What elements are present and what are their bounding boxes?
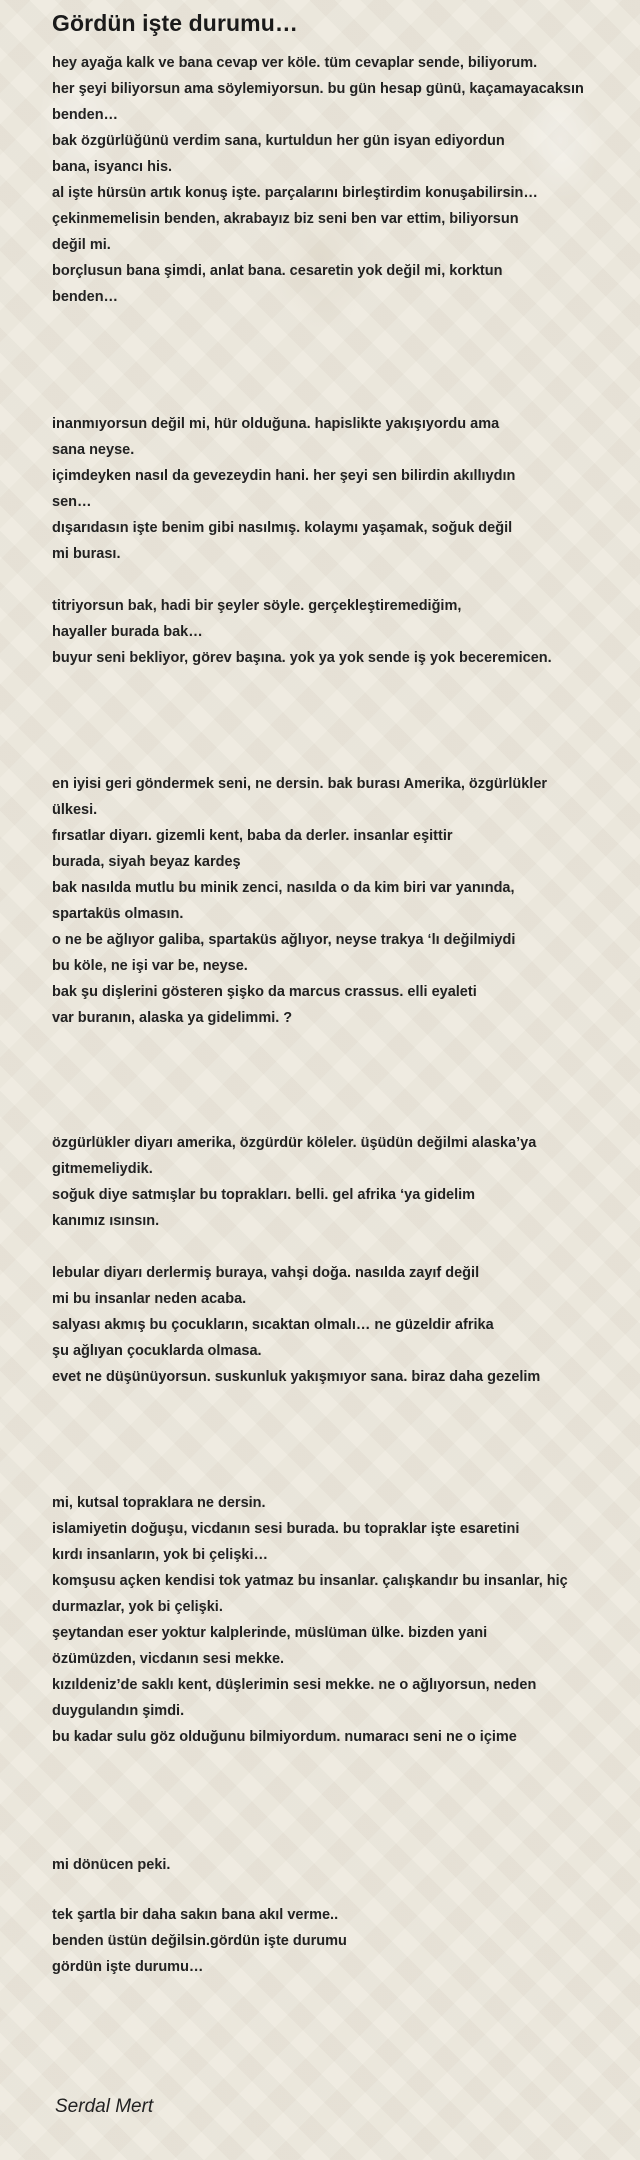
poem-line: soğuk diye satmışlar bu toprakları. belli. gel afrika ‘ya gidelim xyxy=(52,1187,476,1203)
stanza-7 xyxy=(52,1490,640,1750)
poem-line: var buranın, alaska ya gidelimmi. ? xyxy=(52,1010,293,1026)
poem-line: bak nasılda mutlu bu minik zenci, nasılda o da kim biri var yanında, xyxy=(52,880,515,896)
poem-line: gitmemeliydik. xyxy=(52,1161,153,1177)
poem-line: özümüzden, vicdanın sesi mekke. xyxy=(52,1651,285,1667)
author-signature: Serdal Mert xyxy=(55,2096,154,2117)
poem-title: Gördün işte durumu… xyxy=(52,10,298,36)
poem-line: burada, siyah beyaz kardeş xyxy=(52,854,241,870)
poem-line: borçlusun bana şimdi, anlat bana. cesaretin yok değil mi, korktun xyxy=(52,263,503,279)
poem-line: tek şartla bir daha sakın bana akıl verme.. xyxy=(52,1907,339,1923)
poem-line: bana, isyancı his. xyxy=(52,159,173,175)
poem-line: durmazlar, yok bi çelişki. xyxy=(52,1599,223,1615)
poem-line: şu ağlıyan çocuklarda olmasa. xyxy=(52,1343,262,1359)
poem-line: lebular diyarı derlermiş buraya, vahşi doğa. nasılda zayıf değil xyxy=(52,1265,480,1281)
poem-line: inanmıyorsun değil mi, hür olduğuna. hapislikte yakışıyordu ama xyxy=(52,416,500,432)
poem-line: dışarıdasın işte benim gibi nasılmış. kolaymı yaşamak, soğuk değil xyxy=(52,520,513,536)
poem-line: gördün işte durumu… xyxy=(52,1959,204,1975)
stanza-1 xyxy=(52,50,640,310)
poem-line: en iyisi geri göndermek seni, ne dersin. bak burası Amerika, özgürlükler xyxy=(52,776,548,792)
poem-line: kanımız ısınsın. xyxy=(52,1213,160,1229)
poem-line: çekinmemelisin benden, akrabayız biz seni ben var ettim, biliyorsun xyxy=(52,211,519,227)
poem-line: hayaller burada bak… xyxy=(52,624,203,640)
stanza-3 xyxy=(52,593,640,671)
poem-line: islamiyetin doğuşu, vicdanın sesi burada. bu topraklar işte esaretini xyxy=(52,1521,520,1537)
poem-line: şeytandan eser yoktur kalplerinde, müslüman ülke. bizden yani xyxy=(52,1625,488,1641)
poem-line: mi, kutsal topraklara ne dersin. xyxy=(52,1495,266,1511)
poem-line: kırdı insanların, yok bi çelişki… xyxy=(52,1547,268,1563)
poem-line: mi burası. xyxy=(52,546,121,562)
poem-line: bu köle, ne işi var be, neyse. xyxy=(52,958,248,974)
poem-line: benden… xyxy=(52,107,119,123)
poem-line: özgürlükler diyarı amerika, özgürdür köleler. üşüdün değilmi alaska’ya xyxy=(52,1135,537,1151)
poem-line: mi bu insanlar neden acaba. xyxy=(52,1291,247,1307)
poem-line: ülkesi. xyxy=(52,802,98,818)
poem-line: komşusu açken kendisi tok yatmaz bu insanlar. çalışkandır bu insanlar, hiç xyxy=(52,1573,568,1589)
poem-line: kızıldeniz’de saklı kent, düşlerimin sesi mekke. ne o ağlıyorsun, neden xyxy=(52,1677,537,1693)
poem-line: sen… xyxy=(52,494,92,510)
poem-line: buyur seni bekliyor, görev başına. yok ya yok sende iş yok beceremicen. xyxy=(52,650,552,666)
stanza-6 xyxy=(52,1260,640,1390)
poem-line: hey ayağa kalk ve bana cevap ver köle. tüm cevaplar sende, biliyorum. xyxy=(52,55,538,71)
poem-line: o ne be ağlıyor galiba, spartaküs ağlıyor, neyse trakya ‘lı değilmiydi xyxy=(52,932,516,948)
poem-line: içimdeyken nasıl da gevezeydin hani. her şeyi sen bilirdin akıllıydın xyxy=(52,468,516,484)
poem-line: sana neyse. xyxy=(52,442,135,458)
poem-line: salyası akmış bu çocukların, sıcaktan olmalı… ne güzeldir afrika xyxy=(52,1317,494,1333)
poem-line: mi dönücen peki. xyxy=(52,1857,171,1873)
poem-line: al işte hürsün artık konuş işte. parçalarını birleştirdim konuşabilirsin… xyxy=(52,185,538,201)
stanza-9 xyxy=(52,1902,640,1980)
stanza-8 xyxy=(52,1852,640,1878)
stanza-4 xyxy=(52,771,640,1031)
poem-line: spartaküs olmasın. xyxy=(52,906,184,922)
poem-line: bak şu dişlerini gösteren şişko da marcus crassus. elli eyaleti xyxy=(52,984,477,1000)
poem-line: bu kadar sulu göz olduğunu bilmiyordum. numaracı seni ne o içime xyxy=(52,1729,517,1745)
poem-line: fırsatlar diyarı. gizemli kent, baba da derler. insanlar eşittir xyxy=(52,828,453,844)
poem-line: değil mi. xyxy=(52,237,111,253)
poem-line: her şeyi biliyorsun ama söylemiyorsun. bu gün hesap günü, kaçamayacaksın xyxy=(52,81,584,97)
poem-line: benden üstün değilsin.gördün işte durumu xyxy=(52,1933,347,1949)
poem-line: duygulandın şimdi. xyxy=(52,1703,185,1719)
poem-line: evet ne düşünüyorsun. suskunluk yakışmıyor sana. biraz daha gezelim xyxy=(52,1369,541,1385)
stanza-5 xyxy=(52,1130,640,1234)
stanza-2 xyxy=(52,411,640,567)
poem-line: bak özgürlüğünü verdim sana, kurtuldun her gün isyan ediyordun xyxy=(52,133,505,149)
poem-line: titriyorsun bak, hadi bir şeyler söyle. gerçekleştiremediğim, xyxy=(52,598,462,614)
poem-line: benden… xyxy=(52,289,119,305)
